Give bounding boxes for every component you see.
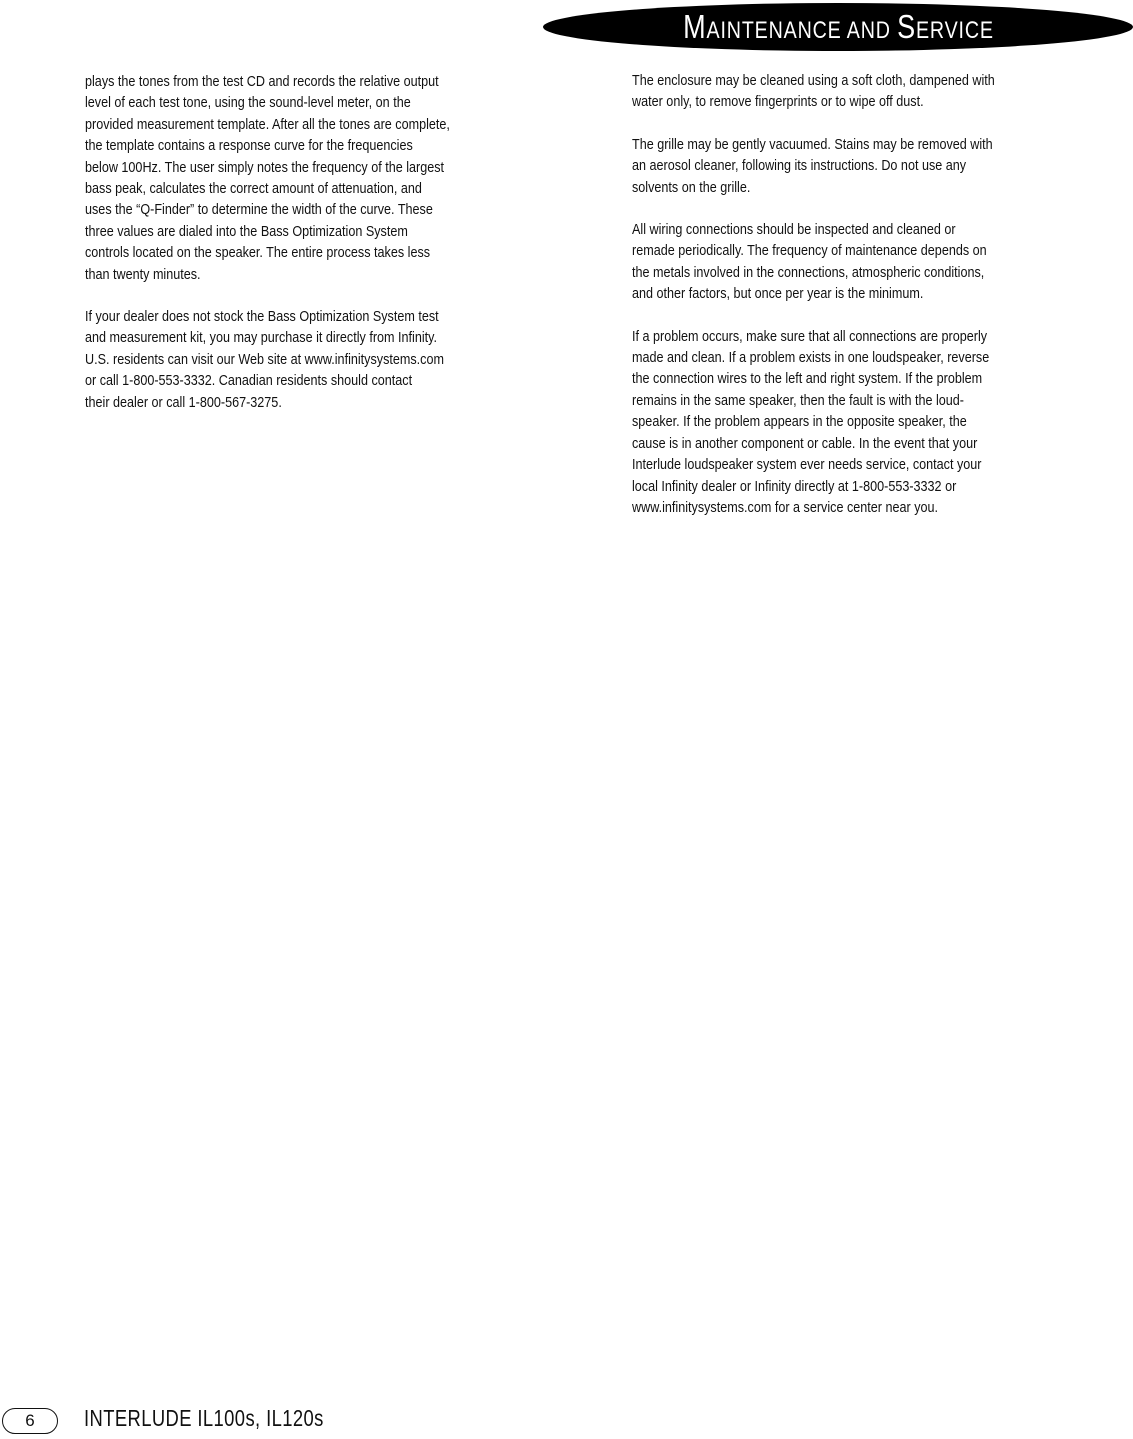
text-line: bass peak, calculates the correct amount of attenuation, and — [85, 180, 422, 198]
text-line: water only, to remove fingerprints or to wipe off dust. — [632, 93, 924, 111]
paragraph — [632, 134, 1064, 198]
paragraph — [632, 219, 1064, 305]
text-line: remains in the same speaker, then the fault is with the loud- — [632, 391, 964, 409]
text-line: cause is in another component or cable. In the event that your — [632, 434, 978, 452]
text-line: The grille may be gently vacuumed. Stains may be removed with — [632, 135, 993, 153]
text-line: and other factors, but once per year is the minimum. — [632, 285, 924, 303]
text-line: below 100Hz. The user simply notes the frequency of the largest — [85, 158, 445, 176]
text-line: the connection wires to the left and right system. If the problem — [632, 370, 983, 388]
text-line: remade periodically. The frequency of maintenance depends on — [632, 242, 987, 260]
text-line: their dealer or call 1-800-567-3275. — [85, 393, 282, 411]
text-line: an aerosol cleaner, following its instructions. Do not use any — [632, 157, 967, 175]
text-line: All wiring connections should be inspected and cleaned or — [632, 221, 956, 239]
paragraph — [632, 326, 1064, 519]
left-column — [85, 71, 519, 434]
text-line: controls located on the speaker. The entire process takes less — [85, 244, 431, 262]
text-line: than twenty minutes. — [85, 265, 201, 283]
text-line: made and clean. If a problem exists in one loudspeaker, reverse — [632, 349, 990, 367]
text-line: plays the tones from the test CD and records the relative output — [85, 73, 439, 90]
paragraph — [632, 70, 1064, 113]
text-line: If a problem occurs, make sure that all connections are properly — [632, 327, 988, 345]
right-column — [632, 70, 1064, 539]
paragraph — [85, 71, 519, 285]
text-line: Interlude loudspeaker system ever needs service, contact your — [632, 456, 982, 474]
text-line: provided measurement template. After all the tones are complete, — [85, 115, 450, 133]
section-header-banner — [542, 2, 1133, 52]
text-line: or call 1-800-553-3332. Canadian residents should contact — [85, 372, 413, 390]
page-number: 6 — [2, 1408, 58, 1434]
paragraph — [85, 306, 519, 413]
text-line: U.S. residents can visit our Web site at www.infinitysystems.com — [85, 350, 444, 368]
text-line: The enclosure may be cleaned using a soft cloth, dampened with — [632, 72, 995, 89]
text-line: the template contains a response curve for the frequencies — [85, 137, 413, 155]
text-line: the metals involved in the connections, atmospheric conditions, — [632, 263, 985, 281]
text-line: three values are dialed into the Bass Optimization System — [85, 222, 408, 240]
text-line: and measurement kit, you may purchase it directly from Infinity. — [85, 329, 438, 347]
text-line: speaker. If the problem appears in the opposite speaker, the — [632, 413, 967, 431]
product-title: INTERLUDE IL100s, IL120s — [84, 1405, 324, 1431]
text-line: uses the “Q-Finder” to determine the width of the curve. These — [85, 201, 433, 219]
text-line: www.infinitysystems.com for a service center near you. — [632, 498, 939, 516]
text-line: If your dealer does not stock the Bass Optimization System test — [85, 308, 439, 326]
text-line: solvents on the grille. — [632, 178, 751, 196]
section-title: MAINTENANCE AND SERVICE — [683, 8, 994, 45]
text-line: level of each test tone, using the sound-level meter, on the — [85, 94, 411, 112]
text-line: local Infinity dealer or Infinity directly at 1-800-553-3332 or — [632, 477, 957, 495]
